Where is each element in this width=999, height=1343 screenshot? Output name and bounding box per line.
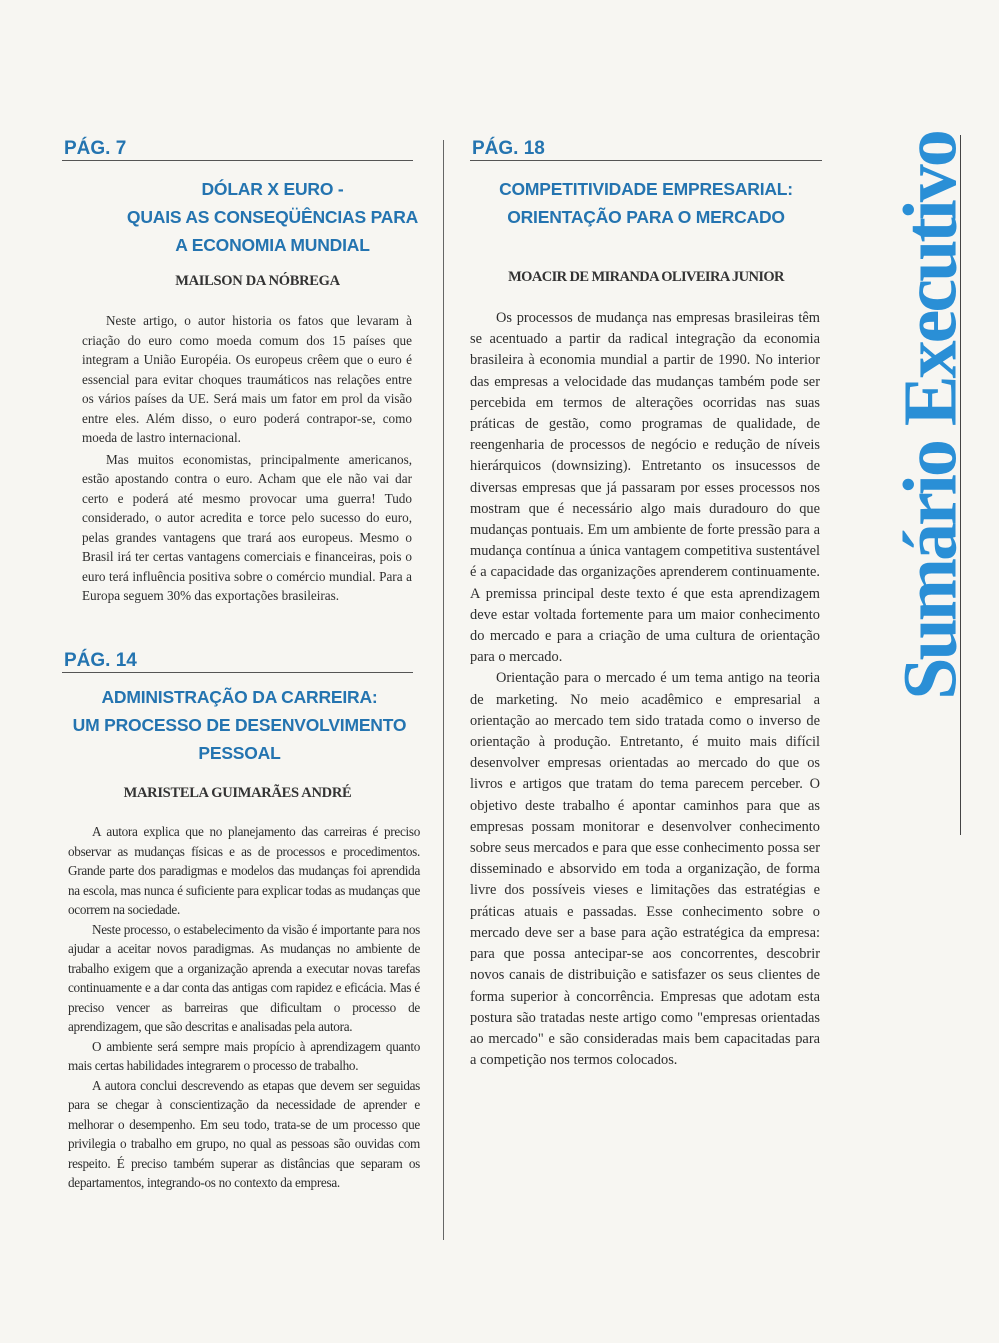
section-pag-7 bbox=[62, 138, 419, 606]
article-author: MARISTELA GUIMARÃES ANDRÉ bbox=[123, 785, 352, 801]
title-line: QUAIS AS CONSEQÜÊNCIAS PARA bbox=[126, 207, 419, 227]
paragraph: A autora explica que no planejamento das carreiras é preciso observar as mudanças físicas e as de processos e procedimentos. Grande parte dos paradigmas e modelos das mudanças foi aprendida na escola, mas nunca é suficiente para explicar todas as mudanças que ocorrem na sociedade. bbox=[68, 824, 420, 917]
article-body bbox=[68, 822, 420, 1193]
article-title bbox=[470, 175, 822, 231]
paragraph: Neste processo, o estabelecimento da visão é importante para nos ajudar a aceitar novos paradigmas. As mudanças no ambiente de trabalho exigem que a organização aprenda a executar novas tarefas continuamente e a dar conta das antigas com rapidez e eficácia. Mas é preciso vencer as barreiras que dificultam o processo de aprendizagem, que são descritas e analisadas pela autora. bbox=[68, 921, 420, 1034]
paragraph: Neste artigo, o autor historia os fatos que levaram à criação do euro como moeda comum dos 15 países que integram a União Européia. Os europeus crêem que o euro é essencial para evitar choques traumáticos nas relações entre os vários países da UE. Será mais um fator em prol da visão entre eles. Além disso, o euro poderá contrapor-se, como moeda de lastro internacional. bbox=[82, 313, 412, 445]
title-line: UM PROCESSO DE DESENVOLVIMENTO bbox=[72, 715, 407, 735]
article-title bbox=[56, 683, 423, 767]
section-pag-14 bbox=[62, 650, 420, 1193]
side-title bbox=[888, 132, 973, 700]
title-line: ADMINISTRAÇÃO DA CARREIRA: bbox=[101, 687, 378, 707]
page-ref: PÁG. 14 bbox=[62, 650, 413, 673]
article-title bbox=[102, 175, 443, 259]
side-title-text: Sumário Executivo bbox=[888, 132, 973, 700]
paragraph: A autora conclui descrevendo as etapas que devem ser seguidas para se chegar à conscientização da necessidade de aprender e melhorar o desempenho. Em seu todo, trata-se de um processo que privilegia o trabalho em grupo, no qual as pessoas são ouvidas com respeito. É preciso também superar as distâncias que separam os departamentos, integrando-os no contexto da empresa. bbox=[68, 1077, 420, 1190]
title-line: A ECONOMIA MUNDIAL bbox=[175, 235, 370, 255]
section-pag-18 bbox=[470, 138, 822, 1071]
article-body bbox=[82, 311, 412, 606]
paragraph: Orientação para o mercado é um tema antigo na teoria de marketing. No meio acadêmico e empresarial a orientação ao mercado tem sido tratada como o inverso de orientação à produção. Entretanto, é muito mais difícil desenvolver empresas orientadas ao mercado do que os livros e artigos que tratam do tema parecem perceber. O objetivo deste trabalho é apontar caminhos para que as empresas possam monitorar e desenvolver conhecimento sobre seus mercados e para que esse conhecimento possa ser disseminado e absorvido em toda a organização, de forma livre dos possíveis vieses e limitações das estratégias e práticas atuais e passadas. Esse conhecimento sobre o mercado deve ser a base para ação estratégica da empresa: para que possa antecipar-se aos concorrentes, descobrir novos canais de distribuição e satisfazer os seus clientes de forma superior à concorrência. Empresas que adotam esta postura são tratadas neste artigo como "empresas orientadas ao mercado" e são consideradas mais bem capacitadas para a competição nos termos colocados. bbox=[470, 670, 820, 1069]
page-ref: PÁG. 18 bbox=[470, 138, 822, 161]
article-author: MOACIR DE MIRANDA OLIVEIRA JUNIOR bbox=[508, 269, 784, 285]
paragraph: O ambiente será sempre mais propício à aprendizagem quanto mais certas habilidades integrarem o processo de trabalho. bbox=[68, 1038, 420, 1073]
title-line: ORIENTAÇÃO PARA O MERCADO bbox=[507, 207, 785, 227]
paragraph: Mas muitos economistas, principalmente americanos, estão apostando contra o euro. Acham que ele não vai dar certo e poderá até mesmo provocar uma guerra! Tudo considerado, o autor acredita e torce pelo sucesso do euro, pelas grandes vantagens que trará aos europeus. Mesmo o Brasil irá ter certas vantagens comerciais e financeiras, pois o euro terá influência positiva sobre o comércio mundial. Para a Europa seguem 30% das exportações brasileiras. bbox=[82, 451, 412, 603]
title-line: COMPETITIVIDADE EMPRESARIAL: bbox=[499, 179, 793, 199]
title-line: DÓLAR X EURO - bbox=[201, 179, 344, 199]
column-divider bbox=[443, 140, 444, 1240]
article-author: MAILSON DA NÓBREGA bbox=[175, 273, 340, 289]
paragraph: Os processos de mudança nas empresas brasileiras têm se acentuado a partir da radical integração da economia brasileira à economia mundial a partir de 1990. No interior das empresas a velocidade das mudanças também pode ser percebida em termos de alterações ocorridas nas suas práticas de gestão, como programas de qualidade, de reengenharia de processos de negócio e redução de níveis hierárquicos (downsizing). Entretanto os insucessos de diversas empresas que já passaram por esses processos nos mostram que é necessário algo mais duradouro do que mudanças pontuais. Em um ambiente de forte pressão para a mudança contínua a única vantagem competitiva sustentável é a capacidade das organizações aprenderem continuamente. A premissa principal deste texto é que esta aprendizagem deve estar voltada fortemente para um maior conhecimento do mercado e para a criação de uma cultura de orientação para o mercado. bbox=[470, 310, 820, 666]
page-ref: PÁG. 7 bbox=[62, 138, 413, 161]
title-line: PESSOAL bbox=[198, 743, 281, 763]
article-body bbox=[470, 308, 820, 1071]
